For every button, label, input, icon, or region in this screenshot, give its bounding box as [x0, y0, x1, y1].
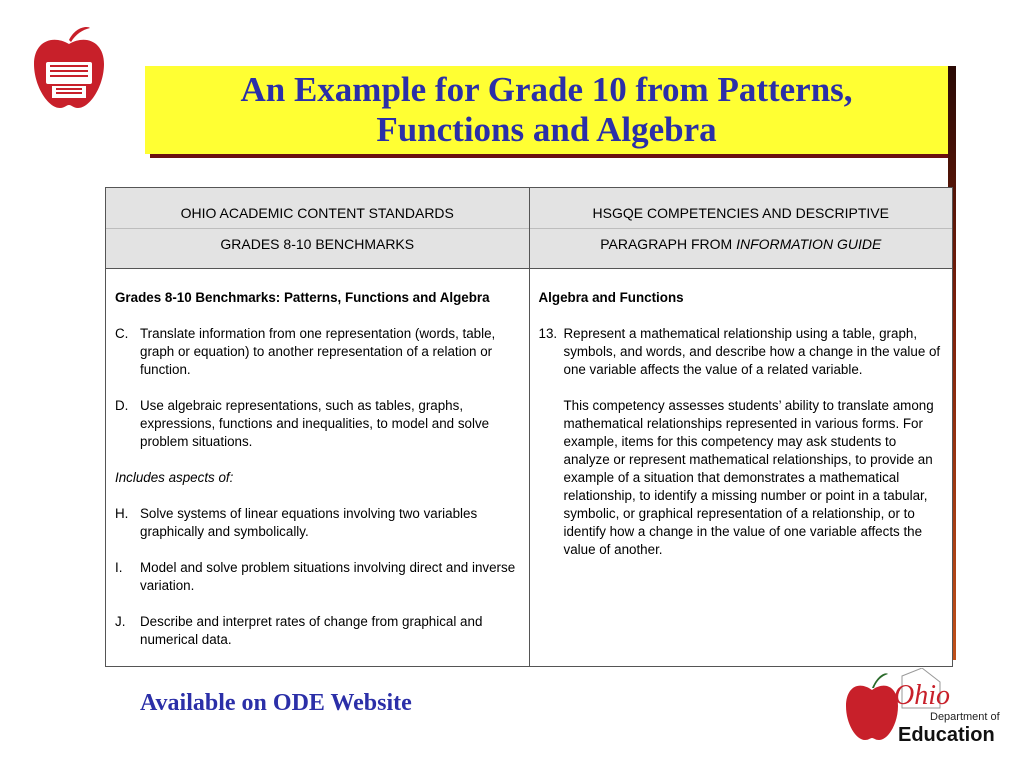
- item-text: Translate information from one representation (words, table, graph or equation) to another representation of a relation or function.: [140, 326, 496, 377]
- item-marker: H.: [115, 506, 129, 521]
- right-header-cell: [529, 188, 953, 268]
- right-header-italic: INFORMATION GUIDE: [736, 235, 882, 252]
- item-text: Describe and interpret rates of change from graphical and numerical data.: [140, 614, 483, 647]
- left-body-cell: [106, 269, 529, 667]
- benchmark-item: [115, 505, 521, 541]
- table-body: [106, 269, 952, 667]
- item-text: Use algebraic representations, such as tables, graphs, expressions, functions and inequalities, to model and solve problem situations.: [140, 398, 490, 449]
- item-marker: J.: [115, 614, 126, 629]
- item-marker: D.: [115, 398, 129, 413]
- left-heading: Grades 8-10 Benchmarks: Patterns, Functions and Algebra: [115, 290, 490, 305]
- benchmark-item: [115, 559, 521, 595]
- right-heading: Algebra and Functions: [538, 290, 684, 305]
- left-header-line-2: GRADES 8-10 BENCHMARKS: [220, 235, 415, 252]
- table-header: [106, 188, 952, 269]
- page-title: An Example for Grade 10 from Patterns, Functions and Algebra: [240, 70, 853, 149]
- item-marker: I.: [115, 560, 123, 575]
- logo-ohio-text: Ohio: [894, 680, 950, 711]
- competency-paragraph: This competency assesses students’ ability to translate among mathematical relationships represented in various forms. For example, items for this competency may ask students to analyze or represent mathematical relationships, to provide an example of a situation that demonstrates a mathematical relationship, to identify a missing number or point in a tabular, symbolic, or graphical representation of a relationship, or to identify how a change in the value of one variable affects the value of another.: [563, 398, 934, 557]
- left-header-cell: [106, 188, 529, 268]
- right-header-prefix: PARAGRAPH FROM: [600, 235, 737, 252]
- logo-education-text: Education: [898, 724, 995, 746]
- competency-item: [539, 325, 945, 379]
- logo-department-text: Department of: [930, 711, 1000, 723]
- item-marker: C.: [115, 326, 129, 341]
- apple-logo-icon: [30, 24, 108, 112]
- item-marker: 13.: [538, 326, 558, 341]
- right-header-line-1: HSGQE COMPETENCIES AND DESCRIPTIVE: [530, 198, 953, 229]
- standards-table: [105, 187, 953, 667]
- title-band: [145, 66, 948, 154]
- benchmark-item: [115, 325, 521, 379]
- item-text: Solve systems of linear equations involving two variables graphically and symbolically.: [140, 506, 478, 539]
- includes-label: Includes aspects of:: [115, 470, 234, 485]
- right-body-cell: [529, 269, 953, 667]
- left-header-line-1: OHIO ACADEMIC CONTENT STANDARDS: [106, 198, 529, 229]
- footer-link-text: Available on ODE Website: [140, 690, 412, 716]
- item-text: Represent a mathematical relationship using a table, graph, symbols, and words, and describe how a change in the value of one variable affects the value of a related variable.: [563, 326, 941, 377]
- benchmark-item: [115, 613, 521, 649]
- item-text: Model and solve problem situations involving direct and inverse variation.: [140, 560, 516, 593]
- benchmark-item: [115, 397, 521, 451]
- right-header-line-2: [600, 229, 881, 259]
